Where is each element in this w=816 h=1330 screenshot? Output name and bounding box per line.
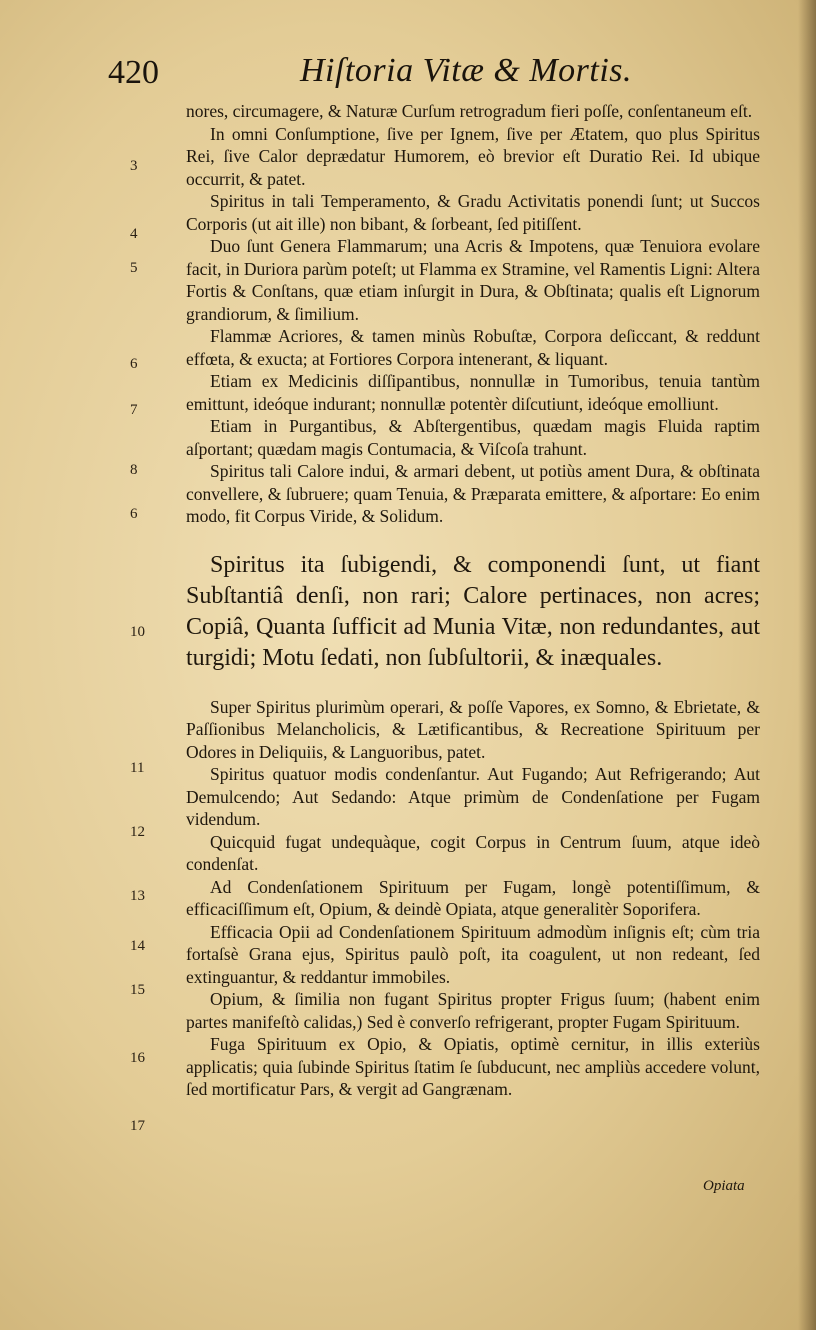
paragraph: Duo ſunt Genera Flammarum; una Acris & Impotens, quæ Tenuiora evolare facit, in Duriora parùm poteſt; ut Flamma ex Stramine, vel Ramentis Ligni: Altera Fortis & Conſtans, quæ etiam inſurgit in Dura, & Obſtinata; qualis eſt Lignorum grandiorum, & ſimilium. (186, 236, 760, 324)
paragraph: Ad Condenſationem Spirituum per Fugam, longè potentiſſimum, & efficaciſſimum eſt, Opium, & deindè Opiata, atque generalitèr Soporifera. (186, 876, 760, 919)
paragraph: Efficacia Opii ad Condenſationem Spirituum admodùm inſignis eſt; cùm tria fortaſsè Grana ejus, Spiritus paulò poſt, ita coagulent, ut non redeant, ſed extinguantur, & reddantur immobiles. (186, 921, 760, 987)
margin-number: 6 (130, 356, 138, 372)
margin-number: 7 (130, 402, 138, 418)
margin-number: 10 (130, 624, 145, 640)
margin-number: 15 (130, 982, 145, 998)
margin-number: 17 (130, 1118, 145, 1134)
page-number: 420 (108, 54, 159, 91)
paragraph: Super Spiritus plurimùm operari, & poſſe Vapores, ex Somno, & Ebrietate, & Paſſionibus Melancholicis, & Lætificantibus, & Recreatione Spirituum per Odores in Deliquiis, & Languoribus, patet. (186, 696, 760, 762)
paragraph: Quicquid fugat undequàque, cogit Corpus in Centrum ſuum, atque ideò condenſat. (186, 831, 760, 874)
margin-number: 13 (130, 888, 145, 904)
page-edge-shadow (798, 0, 816, 1330)
emphasized-paragraph: Spiritus ita ſubigendi, & componendi ſunt, ut fiant Subſtantiâ denſi, non rari; Calore pertinaces, non acres; Copiâ, Quanta ſufficit ad Munia Vitæ, non redundantes, aut turgidi; Motu ſedati, non ſubſultorii, & inæquales. (186, 551, 760, 671)
paragraph: Spiritus quatuor modis condenſantur. Aut Fugando; Aut Refrigerando; Aut Demulcendo; Aut Sedando: Atque primùm de Condenſatione per Fugam videndum. (186, 764, 760, 829)
paragraph: Flammæ Acriores, & tamen minùs Robuſtæ, Corpora deſiccant, & reddunt effœta, & exucta; at Fortiores Corpora intenerant, & liquant. (186, 326, 760, 369)
body-text (186, 100, 760, 1101)
margin-number: 14 (130, 938, 145, 954)
paragraph: Spiritus in tali Temperamento, & Gradu Activitatis ponendi ſunt; ut Succos Corporis (ut ait ille) non bibant, & ſorbeant, ſed pitiſſent. (186, 191, 760, 234)
paragraph: Spiritus tali Calore indui, & armari debent, ut potiùs ament Dura, & obſtinata convellere, & ſubruere; quam Tenuia, & Præparata emittere, & aſportare: Eo enim modo, fit Corpus Viride, & Solidum. (186, 461, 760, 526)
margin-number: 16 (130, 1050, 145, 1066)
margin-number: 12 (130, 824, 145, 840)
margin-number: 6 (130, 506, 138, 522)
paragraph: Fuga Spirituum ex Opio, & Opiatis, optimè cernitur, in illis exteriùs applicatis; quia ſubinde Spiritus ſtatim ſe ſubducunt, nec ampliùs accedere volunt, ſed mortificatur Pars, & vergit ad Gangrænam. (186, 1034, 760, 1099)
margin-number: 11 (130, 760, 145, 776)
paragraph: Etiam ex Medicinis diſſipantibus, nonnullæ in Tumoribus, tenuia tantùm emittunt, ideóque indurant; nonnullæ potentèr diſcutiunt, ideóque emolliunt. (186, 371, 760, 414)
catchword: Opiata (703, 1178, 745, 1194)
paragraph: In omni Conſumptione, ſive per Ignem, ſive per Ætatem, quo plus Spiritus Rei, ſive Calor deprædatur Humorem, eò brevior eſt Duratio Rei. Id ubique occurrit, & patet. (186, 123, 760, 189)
margin-numbers (0, 0, 160, 1330)
paragraph: Opium, & ſimilia non fugant Spiritus propter Frigus ſuum; (habent enim partes manifeſtò calidas,) Sed è converſo refrigerant, propter Fugam Spirituum. (186, 989, 760, 1032)
paragraph: Etiam in Purgantibus, & Abſtergentibus, quædam magis Fluida raptim aſportant; quædam magis Contumacia, & Viſcoſa trahunt. (186, 416, 760, 459)
margin-number: 5 (130, 260, 138, 276)
running-title: Hiſtoria Vitæ & Mortis. (300, 52, 633, 89)
margin-number: 3 (130, 158, 138, 174)
margin-number: 8 (130, 462, 138, 478)
margin-number: 4 (130, 226, 138, 242)
paragraph: nores, circumagere, & Naturæ Curſum retrogradum fieri poſſe, conſentaneum eſt. (186, 101, 753, 121)
